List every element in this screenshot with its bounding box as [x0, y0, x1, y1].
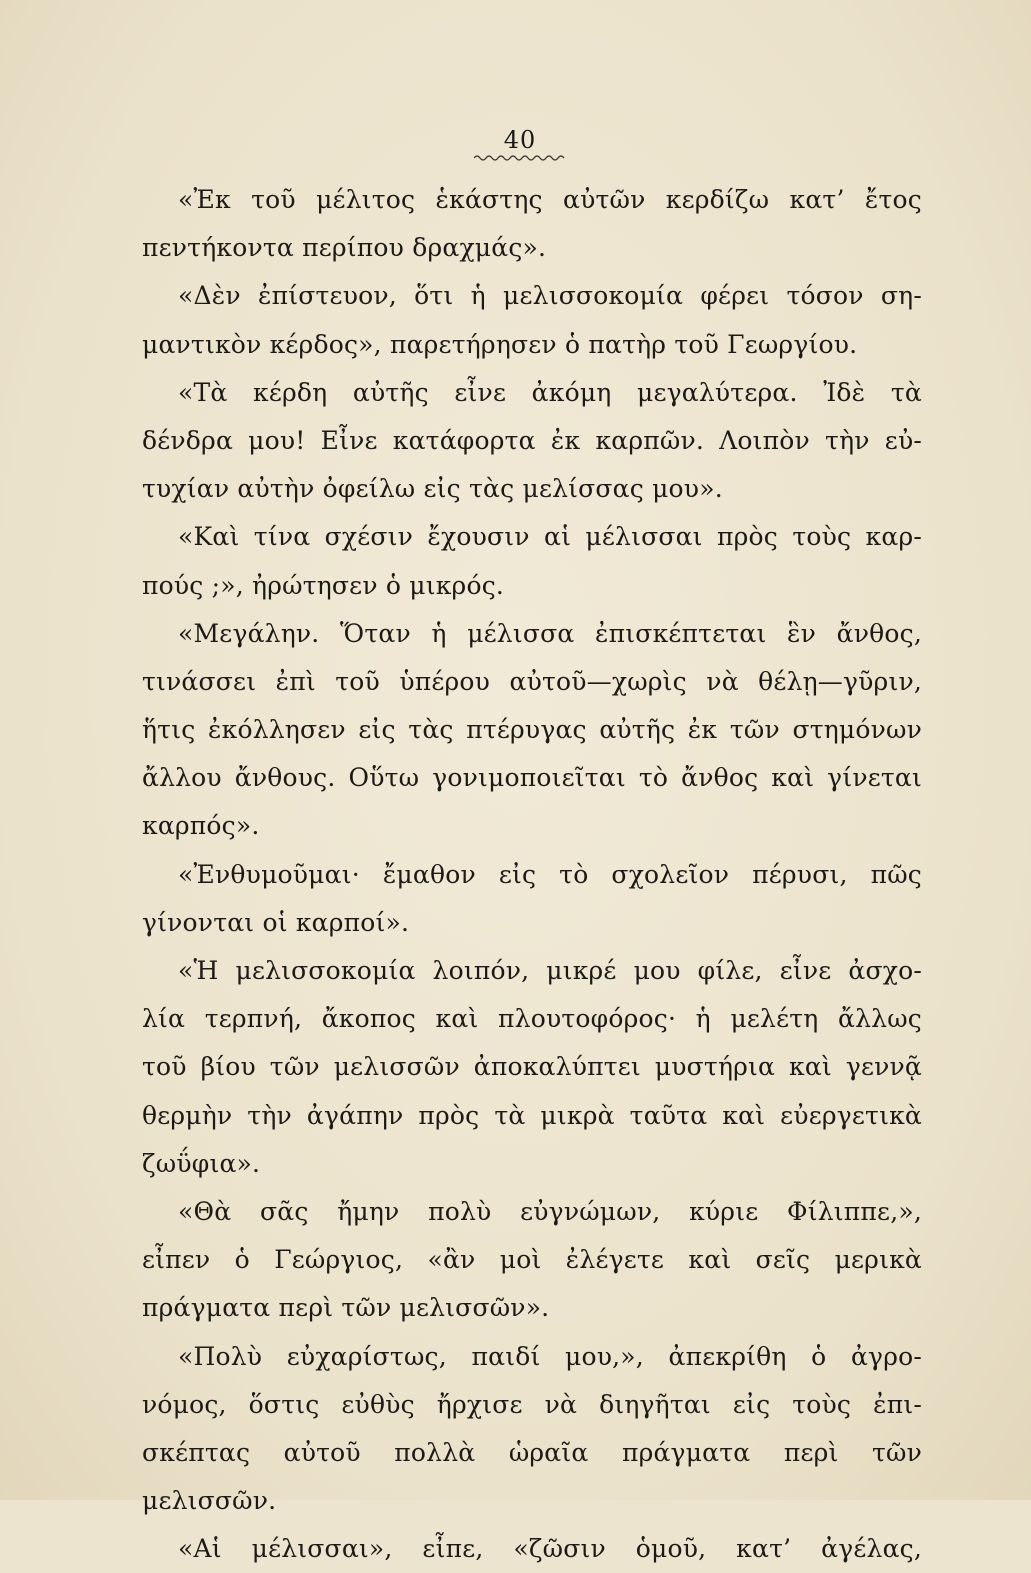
text-line: πεντήκοντα περίπου δραχμάς».: [142, 233, 547, 263]
text-line: πούς ;», ἠρώτησεν ὁ μικρός.: [142, 570, 505, 600]
text-line: «Ἐκ τοῦ μέλιτος ἑκάστης αὐτῶν κερδίζω κατ’ ἔτος: [178, 185, 922, 214]
text-line: «Ἐνθυμοῦμαι· ἔμαθον εἰς τὸ σχολεῖον πέρυσι, πῶς: [178, 859, 922, 889]
text-line: ζωΰφια».: [142, 1148, 261, 1178]
text-line: ἄλλου ἄνθους. Οὕτω γονιμοποιεῖται τὸ ἄνθος καὶ γίνεται: [142, 763, 922, 793]
wavy-ornament-icon: [474, 154, 566, 162]
text-line: νόμος, ὅστις εὐθὺς ἤρχισε νὰ διηγῆται εἰς τοὺς ἐπι-: [142, 1389, 922, 1419]
text-line: σκέπτας αὐτοῦ πολλὰ ὡραῖα πράγματα περὶ τῶν: [142, 1437, 922, 1467]
body-text: [142, 176, 922, 1573]
text-line: «Θὰ σᾶς ἤμην πολὺ εὐγνώμων, κύριε Φίλιππε,»,: [178, 1196, 922, 1226]
text-line: «Καὶ τίνα σχέσιν ἔχουσιν αἱ μέλισσαι πρὸς τοὺς καρ-: [178, 522, 922, 552]
page-header: [460, 126, 580, 162]
text-line: εἶπεν ὁ Γεώργιος, «ἂν μοὶ ἐλέγετε καὶ σεῖς μερικὰ: [142, 1245, 922, 1275]
text-line: «Μεγάλην. Ὅταν ἡ μέλισσα ἐπισκέπτεται ἓν ἄνθος,: [178, 618, 922, 648]
text-line: μελισσῶν.: [142, 1486, 277, 1516]
text-line: «Τὰ κέρδη αὐτῆς εἶνε ἀκόμη μεγαλύτερα. Ἰδὲ τὰ: [178, 377, 922, 407]
text-line: λία τερπνή, ἄκοπος καὶ πλουτοφόρος· ἡ μελέτη ἄλλως: [142, 1004, 922, 1034]
text-line: θερμὴν τὴν ἀγάπην πρὸς τὰ μικρὰ ταῦτα καὶ εὐεργετικὰ: [142, 1100, 922, 1130]
text-line: μαντικὸν κέρδος», παρετήρησεν ὁ πατὴρ τοῦ Γεωργίου.: [142, 329, 858, 359]
text-line: «Αἱ μέλισσαι», εἶπε, «ζῶσιν ὁμοῦ, κατ’ ἀγέλας,: [178, 1534, 922, 1564]
text-line: πράγματα περὶ τῶν μελισσῶν».: [142, 1293, 550, 1323]
text-line: «Δὲν ἐπίστευον, ὅτι ἡ μελισσοκομία φέρει τόσον ση-: [178, 281, 922, 311]
text-line: τοῦ βίου τῶν μελισσῶν ἀποκαλύπτει μυστήρια καὶ γεννᾷ: [142, 1052, 922, 1082]
text-line: τινάσσει ἐπὶ τοῦ ὑπέρου αὐτοῦ—χωρὶς νὰ θέλῃ—γῦριν,: [142, 666, 922, 696]
text-line: δένδρα μου! Εἶνε κατάφορτα ἐκ καρπῶν. Λοιπὸν τὴν εὐ-: [142, 425, 922, 455]
text-line: τυχίαν αὐτὴν ὀφείλω εἰς τὰς μελίσσας μου».: [142, 474, 723, 504]
text-line: καρπός».: [142, 811, 260, 841]
text-line: γίνονται οἱ καρποί».: [142, 907, 410, 937]
text-line: ἥτις ἐκόλλησεν εἰς τὰς πτέρυγας αὐτῆς ἐκ τῶν στημόνων: [142, 715, 922, 745]
text-line: «Πολὺ εὐχαρίστως, παιδί μου,», ἀπεκρίθη ὁ ἀγρο-: [178, 1341, 922, 1371]
text-line: «Ἡ μελισσοκομία λοιπόν, μικρέ μου φίλε, εἶνε ἀσχο-: [178, 956, 922, 985]
page-number: 40: [503, 126, 537, 154]
